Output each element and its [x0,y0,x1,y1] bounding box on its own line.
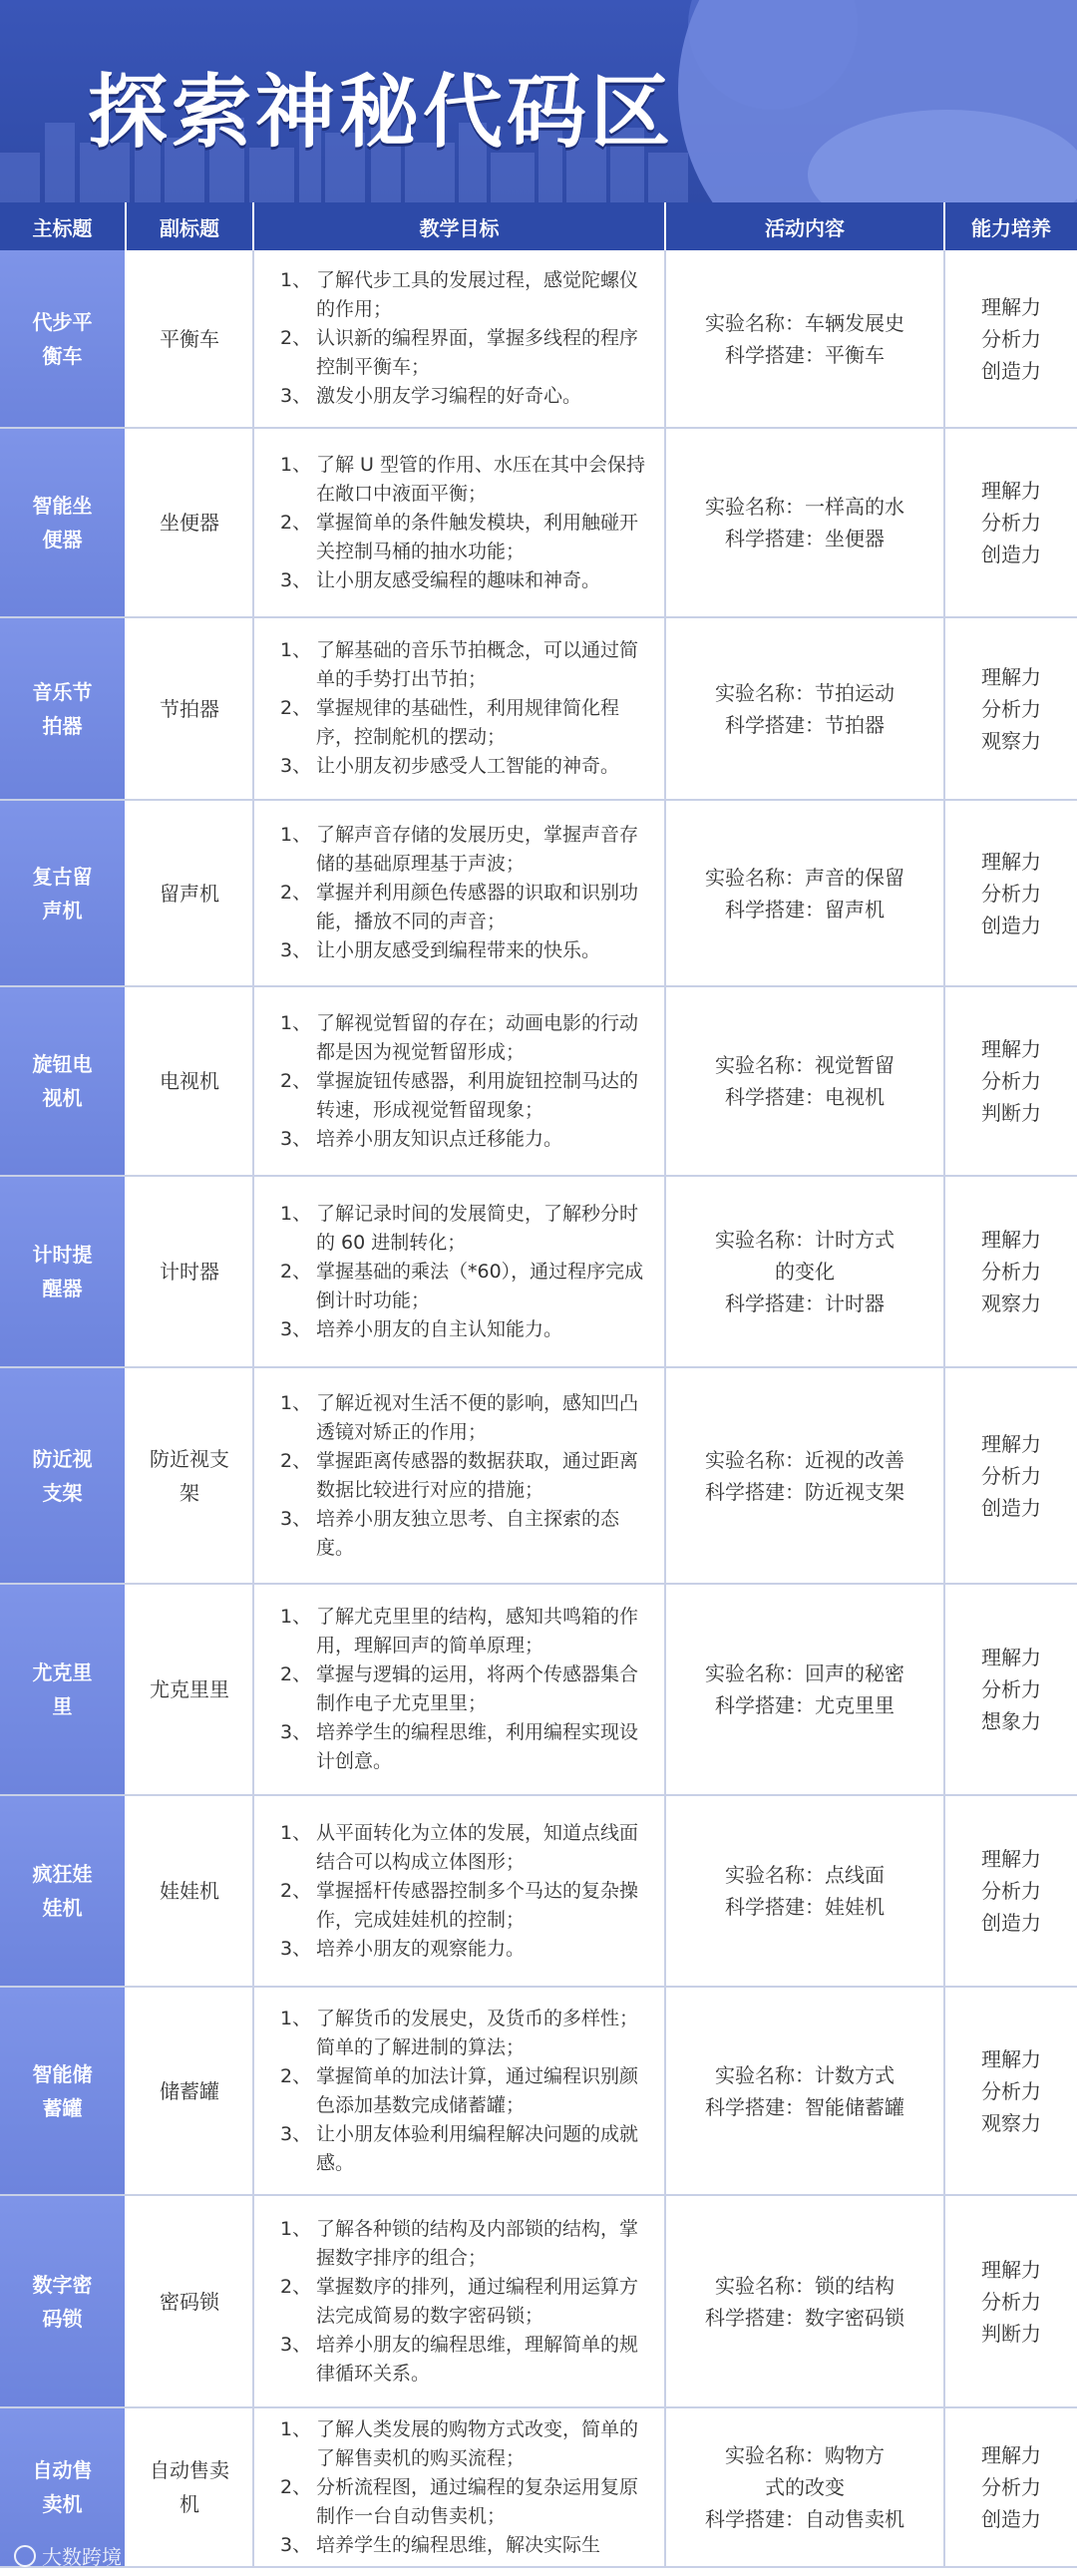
main-title-cell: 自动售卖机 [0,2408,127,2566]
ability-item: 判断力 [981,1101,1041,1125]
goal-number: 1、 [280,453,312,476]
activity-cell [666,1988,945,2194]
goal-item [272,1315,650,1344]
abilities-cell [945,987,1077,1175]
goal-number: 1、 [280,2217,312,2240]
teaching-goals-cell [254,2196,666,2406]
activity-line: 科学搭建：留声机 [725,897,885,921]
abilities-cell [945,2196,1077,2406]
ability-item: 分析力 [981,511,1041,535]
activity-line: 实验名称：节拍运动 [715,680,895,705]
column-header-teaching-goals: 教学目标 [254,202,666,250]
goal-text: 了解声音存储的发展历史，掌握声音存储的基础原理基于声波； [316,824,639,875]
activity-cell [666,2408,945,2566]
ability-item: 观察力 [981,1291,1041,1315]
main-title-cell: 智能储蓄罐 [0,1988,127,2194]
table-row [0,2196,1077,2408]
ability-item: 理解力 [981,2443,1041,2467]
ability-item: 分析力 [981,2289,1041,2314]
activity-line: 实验名称：回声的秘密 [705,1661,904,1685]
ability-item: 理解力 [981,1228,1041,1252]
goal-item [272,1447,650,1505]
activity-line: 科学搭建：计时器 [725,1291,885,1315]
column-header-subtitle: 副标题 [127,202,254,250]
main-title-cell: 音乐节拍器 [0,618,127,799]
goal-text: 培养学生的编程思维，利用编程实现设计创意。 [316,1721,639,1772]
subtitle-cell: 电视机 [127,987,254,1175]
goals-list [272,2215,650,2389]
activity-line: 科学搭建：节拍器 [725,712,885,737]
ability-item: 理解力 [981,1646,1041,1669]
ability-item: 理解力 [981,479,1041,503]
ability-item: 理解力 [981,2257,1041,2282]
goals-list [272,266,650,411]
goal-item [272,1258,650,1315]
goal-text: 分析流程图，通过编程的复杂运用复原制作一台自动售卖机； [316,2475,639,2527]
goal-number: 2、 [280,2475,312,2498]
goal-text: 掌握基础的乘法（*60），通过程序完成倒计时功能； [316,1260,644,1311]
ability-item: 理解力 [981,1431,1041,1456]
ability-item: 理解力 [981,1847,1041,1871]
goal-number: 2、 [280,511,312,534]
goal-number: 3、 [280,2533,312,2556]
goal-item [272,2062,650,2120]
abilities-cell [945,2408,1077,2566]
teaching-goals-cell [254,801,666,985]
goal-item [272,1660,650,1718]
goal-number: 3、 [280,2122,312,2145]
ability-item: 分析力 [981,1677,1041,1701]
goals-list [272,821,650,965]
goal-text: 培养小朋友知识点迁移能力。 [316,1127,563,1150]
goal-text: 培养学生的编程思维，解决实际生 [316,2533,601,2556]
main-title-cell: 复古留声机 [0,801,127,985]
goal-text: 掌握旋钮传感器，利用旋钮控制马达的转速，形成视觉暂留现象； [316,1069,639,1121]
goal-text: 认识新的编程界面，掌握多线程的程序控制平衡车； [316,327,639,378]
goal-number: 1、 [280,1391,312,1414]
subtitle-cell: 娃娃机 [127,1796,254,1986]
abilities-cell [945,1796,1077,1986]
activity-cell [666,1796,945,1986]
goal-number: 2、 [280,1069,312,1092]
goal-text: 培养小朋友的观察能力。 [316,1937,526,1960]
main-title-cell: 数字密码锁 [0,2196,127,2406]
goal-text: 培养小朋友独立思考、自主探索的态度。 [316,1507,620,1559]
goal-item [272,752,650,781]
goals-list [272,1603,650,1776]
activity-line: 实验名称：锁的结构 [715,2273,895,2298]
activity-cell [666,250,945,427]
goal-number: 3、 [280,1507,312,1530]
goal-text: 让小朋友感受到编程带来的快乐。 [316,939,601,961]
goal-text: 从平面转化为立体的发展，知道点线面结合可以构成立体图形； [316,1821,639,1873]
goal-item [272,636,650,694]
teaching-goals-cell [254,250,666,427]
ability-item: 分析力 [981,881,1041,906]
goal-text: 了解货币的发展史，及货币的多样性；简单的了解进制的算法； [316,2007,639,2058]
activity-cell [666,1368,945,1583]
goals-list [272,1389,650,1563]
table-row [0,250,1077,429]
goal-number: 3、 [280,385,312,407]
activity-line: 实验名称：计数方式 [715,2062,895,2087]
ability-item: 理解力 [981,849,1041,874]
table-header [0,202,1077,250]
goal-item [272,1009,650,1067]
ability-item: 理解力 [981,664,1041,689]
ability-item: 观察力 [981,2110,1041,2135]
goal-number: 3、 [280,755,312,777]
activity-line: 科学搭建：防近视支架 [705,1479,904,1504]
watermark [14,2541,122,2570]
goal-item [272,2473,650,2531]
activity-cell [666,429,945,616]
goal-text: 了解代步工具的发展过程，感觉陀螺仪的作用； [316,269,639,320]
teaching-goals-cell [254,618,666,799]
activity-line: 实验名称：车辆发展史 [705,310,904,335]
activity-line: 科学搭建：智能储蓄罐 [705,2094,904,2119]
abilities-cell [945,618,1077,799]
activity-line: 科学搭建：坐便器 [725,527,885,551]
page-title: 探索神秘代码区 [88,66,674,159]
goal-text: 了解近视对生活不便的影响，感知凹凸透镜对矫正的作用； [316,1391,639,1443]
ability-item: 分析力 [981,1463,1041,1488]
goals-list [272,636,650,781]
table-row [0,1368,1077,1585]
main-title-cell: 旋钮电视机 [0,987,127,1175]
abilities-cell [945,1368,1077,1583]
goal-number: 2、 [280,327,312,349]
goal-item [272,2005,650,2062]
goal-text: 掌握与逻辑的运用，将两个传感器集合制作电子尤克里里； [316,1663,639,1714]
activity-line: 科学搭建：自动售卖机 [705,2507,904,2531]
table-row [0,1177,1077,1368]
abilities-cell [945,250,1077,427]
activity-cell [666,1177,945,1366]
table-row [0,429,1077,618]
ability-item: 分析力 [981,1260,1041,1284]
goal-number: 1、 [280,824,312,846]
subtitle-cell: 坐便器 [127,429,254,616]
goal-item [272,1877,650,1935]
table-row [0,987,1077,1177]
abilities-cell [945,1585,1077,1794]
ability-item: 理解力 [981,294,1041,319]
ability-item: 分析力 [981,696,1041,721]
activity-line: 科学搭建：娃娃机 [725,1895,885,1919]
goal-number: 3、 [280,568,312,591]
teaching-goals-cell [254,429,666,616]
table-row [0,801,1077,987]
ability-item: 创造力 [981,913,1041,937]
subtitle-cell: 留声机 [127,801,254,985]
main-title-cell: 防近视支架 [0,1368,127,1583]
goal-item [272,1505,650,1563]
goal-number: 1、 [280,2417,312,2440]
goals-list [272,1819,650,1964]
goals-list [272,1200,650,1344]
goal-item [272,821,650,879]
main-title-cell: 代步平衡车 [0,250,127,427]
table-row [0,2408,1077,2568]
goal-number: 2、 [280,1260,312,1283]
ability-item: 分析力 [981,2475,1041,2499]
goal-item [272,879,650,936]
goal-number: 3、 [280,1317,312,1340]
teaching-goals-cell [254,2408,666,2566]
main-title-cell: 计时提醒器 [0,1177,127,1366]
goals-list [272,1009,650,1154]
goal-text: 了解各种锁的结构及内部锁的结构，掌握数字排序的组合； [316,2217,639,2269]
goal-number: 1、 [280,1011,312,1034]
goal-text: 了解尤克里里的结构，感知共鸣箱的作用，理解回声的简单原理； [316,1606,639,1656]
goal-number: 2、 [280,2275,312,2298]
ability-item: 创造力 [981,358,1041,383]
activity-line: 式的改变 [765,2475,845,2499]
table-row [0,1796,1077,1988]
ability-item: 分析力 [981,326,1041,351]
goal-number: 3、 [280,1127,312,1150]
goal-number: 3、 [280,2333,312,2356]
goal-item [272,2215,650,2273]
ability-item: 观察力 [981,728,1041,753]
goal-text: 掌握简单的加法计算，通过编程识别颜色添加基数完成储蓄罐； [316,2064,639,2116]
subtitle-cell: 防近视支架 [127,1368,254,1583]
subtitle-cell: 储蓄罐 [127,1988,254,2194]
activity-line: 实验名称：视觉暂留 [715,1053,895,1077]
table-row [0,1585,1077,1796]
teaching-goals-cell [254,1796,666,1986]
goal-number: 1、 [280,269,312,291]
goal-number: 2、 [280,697,312,719]
main-title-cell: 尤克里里 [0,1585,127,1794]
subtitle-cell: 计时器 [127,1177,254,1366]
activity-line: 科学搭建：尤克里里 [715,1693,895,1717]
ability-item: 分析力 [981,2078,1041,2103]
goal-item [272,694,650,752]
goal-text: 培养小朋友的自主认知能力。 [316,1317,563,1340]
goal-text: 让小朋友体验利用编程解决问题的成就感。 [316,2122,639,2174]
goal-item [272,324,650,382]
activity-cell [666,801,945,985]
curriculum-table [0,202,1077,2568]
ability-item: 判断力 [981,2321,1041,2346]
goal-item [272,266,650,324]
activity-cell [666,2196,945,2406]
goal-text: 了解记录时间的发展简史，了解秒分时的 60 进制转化； [316,1202,639,1254]
goal-item [272,2415,650,2473]
goal-number: 1、 [280,1606,312,1628]
activity-line: 实验名称：计时方式 [715,1228,895,1252]
goal-text: 掌握距离传感器的数据获取，通过距离数据比较进行对应的措施； [316,1449,639,1501]
goal-item [272,382,650,411]
main-title-cell: 疯狂娃娃机 [0,1796,127,1986]
teaching-goals-cell [254,1177,666,1366]
ability-item: 创造力 [981,543,1041,566]
ability-item: 创造力 [981,1495,1041,1520]
goal-number: 2、 [280,1879,312,1902]
goal-item [272,1125,650,1154]
activity-line: 科学搭建：电视机 [725,1085,885,1109]
goal-text: 了解基础的音乐节拍概念，可以通过简单的手势打出节拍； [316,639,639,690]
subtitle-cell: 自动售卖机 [127,2408,254,2566]
goal-item [272,1819,650,1877]
ability-item: 理解力 [981,2046,1041,2071]
goal-number: 1、 [280,1202,312,1225]
column-header-abilities: 能力培养 [971,215,1051,240]
goal-item [272,1200,650,1258]
goal-text: 掌握摇杆传感器控制多个马达的复杂操作，完成娃娃机的控制； [316,1879,639,1931]
activity-line: 科学搭建：数字密码锁 [705,2305,904,2330]
goal-item [272,1603,650,1660]
abilities-cell [945,801,1077,985]
table-body [0,250,1077,2568]
ability-item: 创造力 [981,2507,1041,2531]
activity-line: 科学搭建：平衡车 [725,342,885,367]
goal-number: 2、 [280,882,312,904]
goal-item [272,1935,650,1964]
activity-cell [666,618,945,799]
table-row [0,1988,1077,2196]
activity-line: 实验名称：近视的改善 [705,1447,904,1472]
activity-line: 实验名称：声音的保留 [705,865,904,890]
teaching-goals-cell [254,1585,666,1794]
goal-text: 让小朋友感受编程的趣味和神奇。 [316,568,601,591]
goal-item [272,1389,650,1447]
ability-item: 分析力 [981,1879,1041,1903]
ability-item: 想象力 [981,1709,1041,1733]
watermark-text: 大数跨境 [42,2545,122,2569]
activity-line: 实验名称：一样高的水 [705,495,904,519]
goal-number: 2、 [280,2064,312,2087]
subtitle-cell: 尤克里里 [127,1585,254,1794]
activity-cell [666,987,945,1175]
ability-item: 理解力 [981,1037,1041,1061]
goal-item [272,509,650,566]
column-header-main-title: 主标题 [0,202,127,250]
goal-text: 掌握并利用颜色传感器的识取和识别功能，播放不同的声音； [316,882,639,932]
subtitle-cell: 平衡车 [127,250,254,427]
goal-text: 激发小朋友学习编程的好奇心。 [316,385,582,407]
goals-list [272,451,650,595]
goal-item [272,1718,650,1776]
activity-line: 的变化 [775,1260,835,1284]
goal-text: 掌握数序的排列，通过编程利用运算方法完成简易的数字密码锁； [316,2275,639,2327]
subtitle-cell: 节拍器 [127,618,254,799]
abilities-cell [945,1177,1077,1366]
column-header-activity: 活动内容 [666,202,945,250]
goal-number: 3、 [280,1721,312,1743]
abilities-cell [945,429,1077,616]
goal-text: 了解视觉暂留的存在；动画电影的行动都是因为视觉暂留形成； [316,1011,639,1063]
goal-item [272,2120,650,2178]
goal-number: 3、 [280,939,312,961]
goal-item [272,451,650,509]
goal-text: 了解人类发展的购物方式改变，简单的了解售卖机的购买流程； [316,2417,639,2469]
goal-number: 2、 [280,1449,312,1472]
activity-line: 实验名称：点线面 [725,1863,885,1887]
goal-item [272,936,650,965]
goal-item [272,2273,650,2331]
goal-text: 让小朋友初步感受人工智能的神奇。 [316,755,620,777]
table-row [0,618,1077,801]
goals-list [272,2415,650,2560]
goal-number: 2、 [280,1663,312,1685]
goal-text: 培养小朋友的编程思维，理解简单的规律循环关系。 [316,2333,639,2385]
watermark-logo-icon [14,2545,36,2567]
teaching-goals-cell [254,1368,666,1583]
teaching-goals-cell [254,1988,666,2194]
goal-number: 1、 [280,1821,312,1844]
goal-item [272,2531,650,2560]
activity-cell [666,1585,945,1794]
header-banner [0,0,1077,202]
goal-text: 掌握规律的基础性，利用规律简化程序，控制舵机的摆动； [316,697,620,748]
goal-text: 掌握简单的条件触发模块，利用触碰开关控制马桶的抽水功能； [316,511,639,562]
main-title-cell: 智能坐便器 [0,429,127,616]
goal-item [272,566,650,595]
ability-item: 创造力 [981,1911,1041,1935]
teaching-goals-cell [254,987,666,1175]
goal-text: 了解 U 型管的作用、水压在其中会保持在敞口中液面平衡； [316,453,645,505]
abilities-cell [945,1988,1077,2194]
goal-number: 3、 [280,1937,312,1960]
subtitle-cell: 密码锁 [127,2196,254,2406]
goal-number: 1、 [280,639,312,661]
goal-item [272,1067,650,1125]
goal-number: 1、 [280,2007,312,2029]
goal-item [272,2331,650,2389]
ability-item: 分析力 [981,1069,1041,1093]
goals-list [272,2005,650,2178]
activity-line: 实验名称：购物方 [725,2443,885,2467]
